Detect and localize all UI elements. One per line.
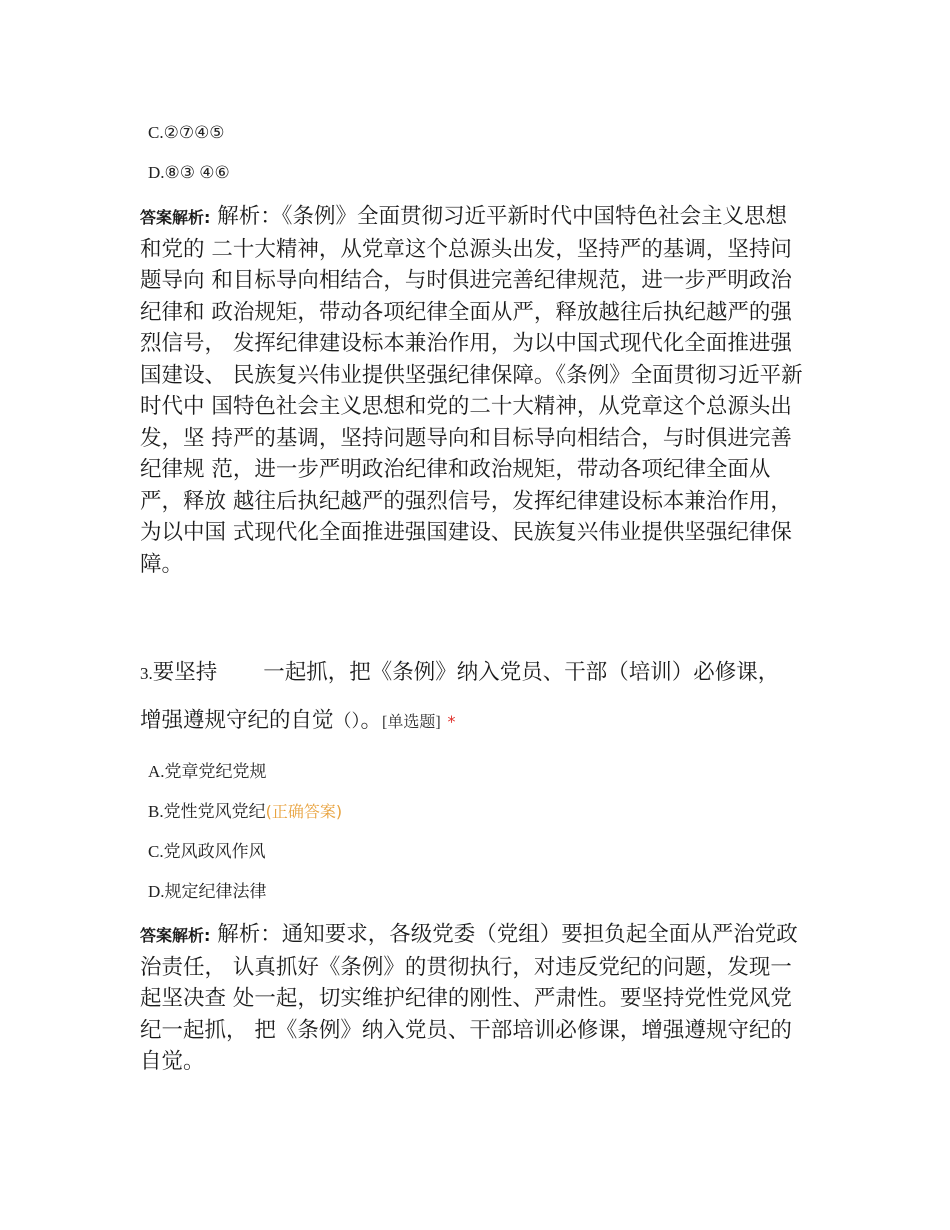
q3-required-mark: *	[447, 712, 456, 731]
q2-analysis-label: 答案解析:	[140, 208, 211, 227]
q3-analysis	[140, 919, 805, 1078]
q2-analysis-text: 解析：《条例》全面贯彻习近平新时代中国特色社会主义思想和党的 二十大精神，从党章这个总源头出发，坚持严的基调，坚持问题导向 和目标导向相结合，与时俱进完善纪律规范，进一步严明政治纪律和 政治规矩，带动各项纪律全面从严，释放越往后执纪越严的强烈信号， 发挥纪律建设标本兼治作用，为以中国式现代化全面推进强国建设、 民族复兴伟业提供坚强纪律保障。《条例》全面贯彻习近平新时代中 国特色社会主义思想和党的二十大精神，从党章这个总源头出发，坚 持严的基调，坚持问题导向和目标导向相结合，与时俱进完善纪律规 范，进一步严明政治纪律和政治规矩，带动各项纪律全面从严，释放 越往后执纪越严的强烈信号，发挥纪律建设标本兼治作用，为以中国 式现代化全面推进强国建设、民族复兴伟业提供坚强纪律保障。	[140, 204, 803, 577]
q3-stem	[140, 649, 805, 746]
q3-option-c-label: C.党风政风作风	[148, 842, 266, 861]
q2-option-d[interactable]: D.⑧③ ④⑥	[148, 163, 230, 182]
q3-analysis-label: 答案解析:	[140, 926, 211, 945]
q3-option-d[interactable]	[148, 881, 267, 903]
q3-option-c[interactable]	[148, 841, 266, 863]
q3-option-a-label: A.党章党纪党规	[148, 762, 267, 781]
q3-paren: （）	[333, 711, 361, 731]
q3-option-a[interactable]	[148, 761, 267, 783]
q3-stem-part2: 一起抓，把《条例》纳入党员、干部（培训）必修课， 增强遵规守纪的自觉	[140, 660, 780, 733]
q3-period: 。	[360, 708, 383, 733]
q3-option-d-label: D.规定纪律法律	[148, 882, 267, 901]
q2-option-c[interactable]: C.②⑦④⑤	[148, 123, 225, 142]
q3-type: [单选题]	[382, 714, 441, 731]
q2-analysis	[140, 201, 805, 580]
q3-correct-answer-tag: (正确答案)	[265, 802, 343, 821]
q3-number: 3.	[140, 664, 153, 683]
q3-analysis-text: 解析：通知要求，各级党委（党组）要担负起全面从严治党政治责任， 认真抓好《条例》的贯彻执行，对违反党纪的问题，发现一起坚决查 处一起，切实维护纪律的刚性、严肃性。要坚持党性党风党纪一起抓， 把《条例》纳入党员、干部培训必修课，增强遵规守纪的自觉。	[140, 922, 798, 1074]
q3-option-b-label: B.党性党风党纪	[148, 802, 266, 821]
q3-option-b[interactable]	[148, 801, 342, 823]
q3-stem-part1: 要坚持	[152, 660, 218, 685]
